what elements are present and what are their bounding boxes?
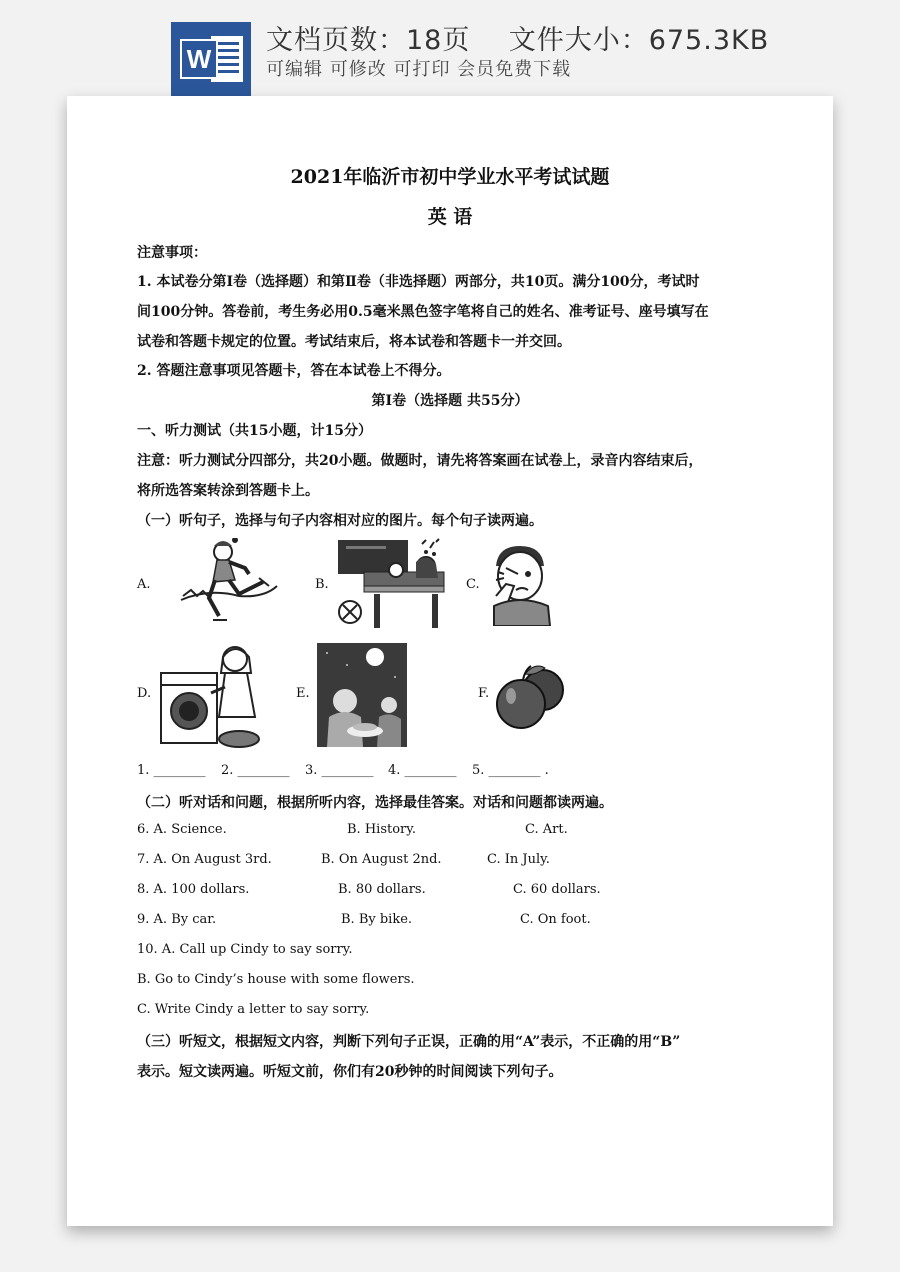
- q10-option-b: B. Go to Cindy’s house with some flowers.: [137, 972, 415, 987]
- document-page: [67, 96, 833, 1226]
- exam-subject: 英 语: [427, 206, 473, 228]
- picture-label-a: A.: [137, 577, 151, 592]
- section1-heading: （一）听句子，选择与句子内容相对应的图片。每个句子读两遍。: [137, 513, 543, 529]
- word-letter-icon: W: [186, 44, 212, 74]
- q9-option-c: C. On foot.: [520, 912, 591, 927]
- q6-option-c: C. Art.: [525, 822, 568, 837]
- notice-1-line1: 1. 本试卷分第Ⅰ卷（选择题）和第Ⅱ卷（非选择题）两部分，共10页。满分100分，考试时: [137, 274, 700, 290]
- washing-clothes-picture: [159, 643, 263, 749]
- moon-festival-picture: [317, 643, 407, 747]
- q10-option-a: 10. A. Call up Cindy to say sorry.: [137, 942, 353, 957]
- classroom-singing-picture: [334, 538, 452, 632]
- q6-option-a: 6. A. Science.: [137, 822, 227, 837]
- q8-option-a: 8. A. 100 dollars.: [137, 882, 250, 897]
- exam-title: 2021年临沂市初中学业水平考试试题: [290, 166, 610, 188]
- answer-blank-4: 4. ________: [388, 763, 457, 778]
- q6-option-b: B. History.: [347, 822, 416, 837]
- section2-heading: （二）听对话和问题，根据所听内容，选择最佳答案。对话和问题都读两遍。: [137, 795, 613, 811]
- picture-label-f: F.: [478, 686, 490, 701]
- notice-1-line3: 试卷和答题卡规定的位置。考试结束后，将本试卷和答题卡一并交回。: [137, 334, 571, 350]
- answer-blank-3: 3. ________: [305, 763, 374, 778]
- q8-option-b: B. 80 dollars.: [338, 882, 426, 897]
- picture-label-c: C.: [466, 577, 480, 592]
- file-info: [266, 18, 769, 57]
- section3-line1: （三）听短文，根据短文内容，判断下列句子正误，正确的用“A”表示，不正确的用“B”: [137, 1034, 681, 1050]
- boy-sore-eye-picture: [488, 544, 554, 626]
- q9-option-b: B. By bike.: [341, 912, 413, 927]
- q7-option-c: C. In July.: [487, 852, 550, 867]
- q7-option-a: 7. A. On August 3rd.: [137, 852, 272, 867]
- picture-label-b: B.: [315, 577, 329, 592]
- download-banner: [0, 0, 900, 96]
- apples-picture: [495, 660, 567, 732]
- section3-line2: 表示。短文读两遍。听短文前，你们有20秒钟的时间阅读下列句子。: [137, 1064, 563, 1080]
- word-document-icon: [171, 22, 251, 96]
- part1-note-line1: 注意：听力测试分四部分，共20小题。做题时，请先将答案画在试卷上，录音内容结束后，: [137, 453, 703, 469]
- part1-note-line2: 将所选答案转涂到答题卡上。: [137, 483, 319, 499]
- file-features: 可编辑 可修改 可打印 会员免费下载: [266, 59, 572, 80]
- picture-label-d: D.: [137, 686, 152, 701]
- notice-2: 2. 答题注意事项见答题卡，答在本试卷上不得分。: [137, 363, 451, 379]
- q8-option-c: C. 60 dollars.: [513, 882, 601, 897]
- volume-heading: 第Ⅰ卷（选择题 共55分）: [371, 393, 529, 409]
- q10-option-c: C. Write Cindy a letter to say sorry.: [137, 1002, 370, 1017]
- file-size: 文件大小：675.3KB: [508, 25, 770, 56]
- page-count: 文档页数：18页: [266, 25, 471, 56]
- notice-1-line2: 间100分钟。答卷前，考生务必用0.5毫米黑色签字笔将自己的姓名、准考证号、座号填写在: [137, 304, 709, 320]
- answer-blank-2: 2. ________: [221, 763, 290, 778]
- skating-boy-picture: [179, 538, 279, 630]
- q9-option-a: 9. A. By car.: [137, 912, 217, 927]
- answer-blank-1: 1. ________: [137, 763, 206, 778]
- notice-heading: 注意事项：: [137, 245, 207, 261]
- q7-option-b: B. On August 2nd.: [321, 852, 442, 867]
- answer-blank-5: 5. ________ .: [472, 763, 549, 778]
- part1-heading: 一、听力测试（共15小题，计15分）: [137, 423, 372, 439]
- picture-label-e: E.: [296, 686, 310, 701]
